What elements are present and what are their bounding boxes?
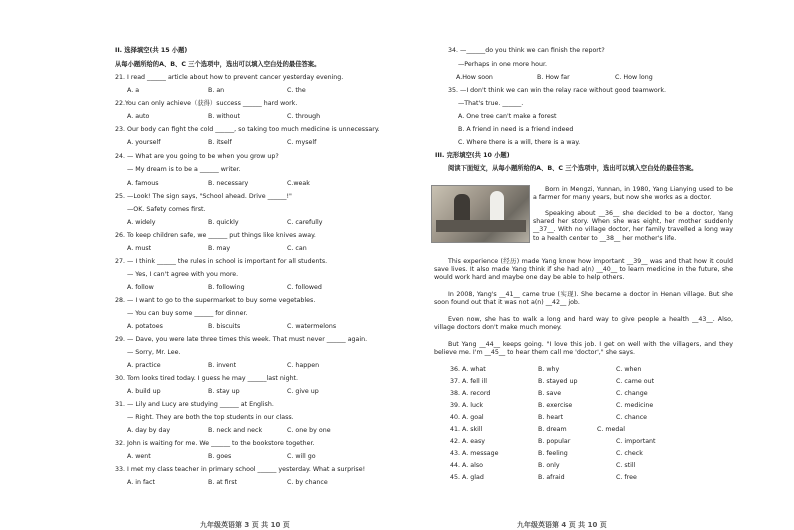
cloze-option-a[interactable]: 42. A. easy xyxy=(450,438,485,445)
question-stem-reply: — Right. They are both the top students in our class. xyxy=(127,414,294,421)
cloze-option-c[interactable]: C. important xyxy=(616,438,656,445)
question-stem: 33. I met my class teacher in primary school ______ yesterday. What a surprise! xyxy=(115,466,366,473)
cloze-option-c[interactable]: C. came out xyxy=(616,378,655,385)
option-a[interactable]: A. yourself xyxy=(127,139,161,146)
cloze-option-c[interactable]: C. when xyxy=(616,366,642,373)
cloze-option-b[interactable]: B. exercise xyxy=(538,402,573,409)
passage-paragraph: Born in Mengzi, Yunnan, in 1980, Yang Lianying used to be a farmer for many years, but now she works as a doctor. xyxy=(533,186,733,202)
option-c[interactable]: C. happen xyxy=(287,362,320,369)
question-stem: 23. Our body can fight the cold ______, so taking too much medicine is unnecessary. xyxy=(115,126,380,133)
cloze-option-b[interactable]: B. stayed up xyxy=(538,378,578,385)
option-b[interactable]: B. invent xyxy=(208,362,237,369)
cloze-option-c[interactable]: C. chance xyxy=(616,414,648,421)
option-b[interactable]: B. biscuits xyxy=(208,323,241,330)
option-c[interactable]: C. carefully xyxy=(287,219,323,226)
option-b[interactable]: B. may xyxy=(208,245,231,252)
option-b[interactable]: B. following xyxy=(208,284,245,291)
question-stem: 24. — What are you going to be when you grow up? xyxy=(115,153,279,160)
passage-paragraph: Even now, she has to walk a long and hard way to give people a health __43__. Also, village doctors don't make much money. xyxy=(434,316,733,332)
passage-paragraph: Speaking about __36__ she decided to be a doctor, Yang shared her story. When she was eight, her mother suddenly __37__. With no village doctor, her family travelled a long way to a health center to __38__ her mother's life. xyxy=(533,210,733,242)
cloze-option-a[interactable]: 37. A. fell ill xyxy=(450,378,488,385)
option-c[interactable]: C. will go xyxy=(287,453,316,460)
option-c[interactable]: C. Where there is a will, there is a way. xyxy=(458,139,581,146)
question-stem: 35. —I don't think we can win the relay race without good teamwork. xyxy=(448,87,667,94)
cloze-option-a[interactable]: 36. A. what xyxy=(450,366,486,373)
option-b[interactable]: B. neck and neck xyxy=(208,427,263,434)
option-c[interactable]: C. followed xyxy=(287,284,322,291)
question-stem: 25. —Look! The sign says, "School ahead. Drive ______!" xyxy=(115,193,292,200)
option-a[interactable]: A. day by day xyxy=(127,427,171,434)
cloze-option-c[interactable]: C. medal xyxy=(597,426,626,433)
cloze-option-b[interactable]: B. dream xyxy=(538,426,567,433)
question-stem: 27. — I think ______ the rules in school is important for all students. xyxy=(115,258,328,265)
passage-paragraph: In 2008, Yang's __41__ came true (实现). She became a doctor in Henan village. But she soon found out that it was not a(n) __42__ job. xyxy=(434,291,733,307)
option-a[interactable]: A.How soon xyxy=(456,74,493,81)
option-a[interactable]: A. widely xyxy=(127,219,156,226)
page-footer: 九年级英语第 4 页 共 10 页 xyxy=(517,521,607,529)
cloze-option-c[interactable]: C. change xyxy=(616,390,648,397)
option-c[interactable]: C. one by one xyxy=(287,427,331,434)
question-stem: 26. To keep children safe, we ______ put things like knives away. xyxy=(115,232,316,239)
question-stem-reply: — Yes, I can't agree with you more. xyxy=(127,271,239,278)
question-stem-reply: — You can buy some ______ for dinner. xyxy=(127,310,248,317)
option-c[interactable]: C. can xyxy=(287,245,307,252)
option-a[interactable]: A. follow xyxy=(127,284,154,291)
cloze-option-b[interactable]: B. feeling xyxy=(538,450,568,457)
section-title-iii: III. 完形填空(共 10 小题) xyxy=(435,152,510,159)
cloze-option-c[interactable]: C. free xyxy=(616,474,637,481)
option-a[interactable]: A. practice xyxy=(127,362,161,369)
option-b[interactable]: B. A friend in need is a friend indeed xyxy=(458,126,574,133)
question-stem: 32. John is waiting for me. We ______ to the bookstore together. xyxy=(115,440,315,447)
cloze-option-a[interactable]: 43. A. message xyxy=(450,450,499,457)
option-b[interactable]: B. quickly xyxy=(208,219,239,226)
option-c[interactable]: C. by chance xyxy=(287,479,328,486)
option-a[interactable]: A. build up xyxy=(127,388,161,395)
option-a[interactable]: A. famous xyxy=(127,180,159,187)
option-a[interactable]: A. potatoes xyxy=(127,323,163,330)
passage-paragraph: But Yang __44__ keeps going. "I love this job. I get on well with the villagers, and they believe me. I'm __45__ to hear them call me 'doctor'," she says. xyxy=(434,341,733,357)
cloze-option-b[interactable]: B. heart xyxy=(538,414,564,421)
right-page xyxy=(397,0,794,530)
cloze-option-b[interactable]: B. save xyxy=(538,390,562,397)
option-a[interactable]: A. must xyxy=(127,245,152,252)
option-c[interactable]: C. the xyxy=(287,87,306,94)
cloze-option-c[interactable]: C. check xyxy=(616,450,643,457)
section-title-ii: II. 选择填空(共 15 小题) xyxy=(115,47,188,54)
option-a[interactable]: A. One tree can't make a forest xyxy=(458,113,557,120)
passage-paragraph: This experience (经历) made Yang know how important __39__ was and that how it could save lives. It also made Yang think if she had a(n) __40__ to learn medicine in the future, she would work hard and maybe one day be able to help others. xyxy=(434,258,733,282)
cloze-option-a[interactable]: 40. A. goal xyxy=(450,414,484,421)
cloze-option-b[interactable]: B. popular xyxy=(538,438,571,445)
option-c[interactable]: C.weak xyxy=(287,180,310,187)
cloze-option-a[interactable]: 41. A. skill xyxy=(450,426,483,433)
cloze-option-c[interactable]: C. still xyxy=(616,462,636,469)
cloze-option-a[interactable]: 45. A. glad xyxy=(450,474,484,481)
cloze-option-a[interactable]: 39. A. luck xyxy=(450,402,484,409)
question-stem-reply: — My dream is to be a ______ writer. xyxy=(127,166,241,173)
section-instruction-iii: 阅读下面短文，从每小题所给的A、B、C 三个选项中，选出可以填入空白处的最佳答案。 xyxy=(448,165,698,172)
cloze-option-a[interactable]: 44. A. also xyxy=(450,462,483,469)
option-b[interactable]: B. an xyxy=(208,87,225,94)
option-c[interactable]: C. How long xyxy=(615,74,653,81)
question-stem-reply: —OK. Safety comes first. xyxy=(127,206,206,213)
option-a[interactable]: A. auto xyxy=(127,113,150,120)
story-photo xyxy=(431,185,530,243)
cloze-option-b[interactable]: B. only xyxy=(538,462,560,469)
question-stem: 29. — Dave, you were late three times this week. That must never ______ again. xyxy=(115,336,368,343)
page-footer: 九年级英语第 3 页 共 10 页 xyxy=(200,521,290,529)
option-c[interactable]: C. myself xyxy=(287,139,317,146)
option-b[interactable]: B. at first xyxy=(208,479,237,486)
option-a[interactable]: A. went xyxy=(127,453,151,460)
cloze-option-b[interactable]: B. why xyxy=(538,366,560,373)
section-instruction-ii: 从每小题所给的A、B、C 三个选项中，选出可以填入空白处的最佳答案。 xyxy=(115,61,321,68)
option-b[interactable]: B. goes xyxy=(208,453,232,460)
option-c[interactable]: C. watermelons xyxy=(287,323,337,330)
question-stem: 28. — I want to go to the supermarket to buy some vegetables. xyxy=(115,297,316,304)
question-stem: 21. I read ______ article about how to prevent cancer yesterday evening. xyxy=(115,74,344,81)
question-stem-reply: —That's true. ______. xyxy=(458,100,524,107)
cloze-option-b[interactable]: B. afraid xyxy=(538,474,565,481)
cloze-option-c[interactable]: C. medicine xyxy=(616,402,654,409)
cloze-option-a[interactable]: 38. A. record xyxy=(450,390,491,397)
option-b[interactable]: B. stay up xyxy=(208,388,240,395)
option-b[interactable]: B. itself xyxy=(208,139,232,146)
option-a[interactable]: A. a xyxy=(127,87,140,94)
question-stem: 34. —______do you think we can finish the report? xyxy=(448,47,605,54)
question-stem: 30. Tom looks tired today. I guess he may ______last night. xyxy=(115,375,299,382)
option-c[interactable]: C. through xyxy=(287,113,321,120)
question-stem-reply: —Perhaps in one more hour. xyxy=(458,61,547,68)
option-a[interactable]: A. in fact xyxy=(127,479,155,486)
option-b[interactable]: B. necessary xyxy=(208,180,249,187)
question-stem: 31. — Lily and Lucy are studying ______ at English. xyxy=(115,401,274,408)
question-stem: 22.You can only achieve（获得）success ______ hard work. xyxy=(115,100,298,107)
option-b[interactable]: B. without xyxy=(208,113,240,120)
question-stem-reply: — Sorry, Mr. Lee. xyxy=(127,349,181,356)
option-b[interactable]: B. How far xyxy=(537,74,570,81)
option-c[interactable]: C. give up xyxy=(287,388,319,395)
